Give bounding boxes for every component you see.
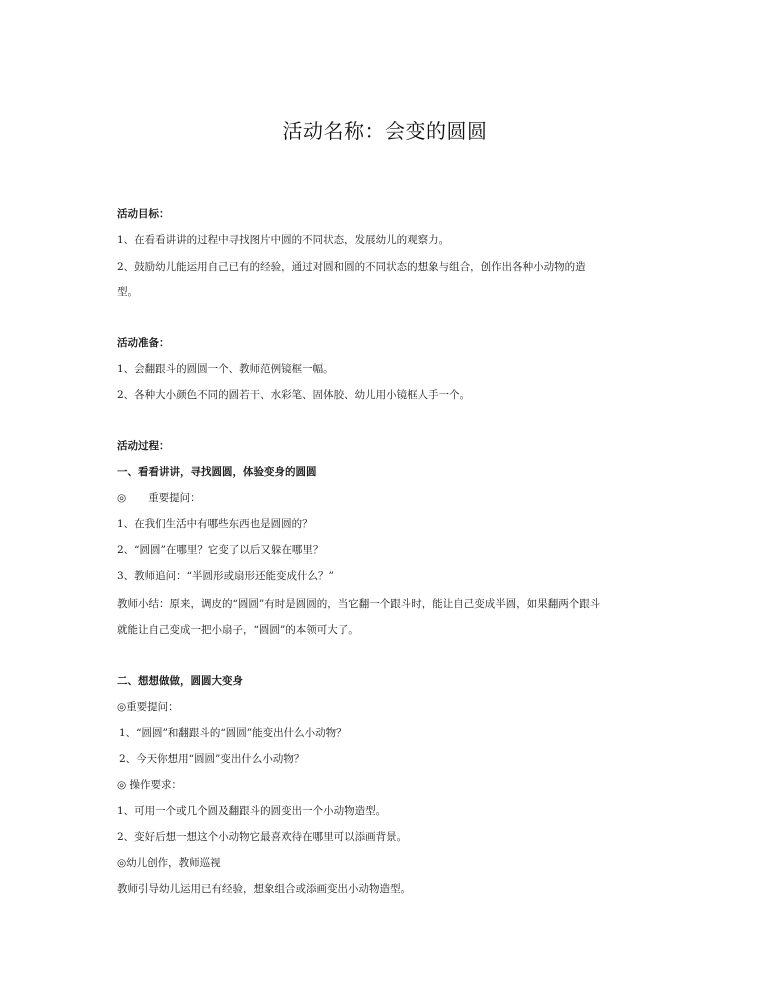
key-question-label: 重要提问：: [148, 492, 201, 504]
part2-op-requirement: ◎ 操作要求：: [117, 779, 182, 791]
part2-q-item-2: 2、今天你想用“圆圆”变出什么小动物？: [119, 753, 305, 765]
part1-item-3: 3、教师追问：“半圆形或扇形还能变成什么？”: [117, 570, 334, 582]
goal-item-1: 1、在看看讲讲的过程中寻找图片中圆的不同状态，发展幼儿的观察力。: [117, 234, 450, 246]
page-title: 活动名称：会变的圆圆: [282, 119, 488, 143]
part2-op-item-1: 1、可用一个或几个圆及翻跟斗的圆变出一个小动物造型。: [117, 805, 387, 817]
part2-key-question: ◎重要提问：: [117, 701, 179, 713]
goals-heading: 活动目标：: [117, 208, 170, 220]
part1-summary-2: 就能让自己变成一把小扇子，“圆圆”的本领可大了。: [117, 624, 359, 636]
bullet-symbol: ◎: [117, 492, 127, 504]
part2-guide: 教师引导幼儿运用已有经验，想象组合或添画变出小动物造型。: [117, 883, 411, 895]
process-heading: 活动过程：: [117, 440, 170, 452]
part1-key-question: [117, 490, 662, 506]
part2-op-item-2: 2、变好后想一想这个小动物它最喜欢待在哪里可以添画背景。: [117, 831, 408, 843]
part1-item-1: 1、在我们生活中有哪些东西也是圆圆的？: [117, 518, 313, 530]
part2-heading: 二、想想做做，圆圆大变身: [117, 675, 243, 687]
goal-item-2: 2、鼓励幼儿能运用自己已有的经验，通过对圆和圆的不同状态的想象与组合，创作出各种小动物的造: [117, 261, 586, 273]
part1-heading: 一、看看讲讲，寻找圆圆，体验变身的圆圆: [117, 466, 317, 478]
prep-heading: 活动准备：: [117, 337, 170, 349]
part2-q-item-1: 1、“圆圆”和翻跟斗的“圆圆”能变出什么小动物？: [119, 727, 347, 739]
part2-create: ◎幼儿创作，教师巡视: [117, 857, 221, 869]
goal-item-2-cont: 型。: [117, 286, 138, 298]
part1-item-2: 2、“圆圆”在哪里？它变了以后又躲在哪里？: [117, 544, 324, 556]
prep-item-2: 2、各种大小颜色不同的圆若干、水彩笔、固体胶、幼儿用小镜框人手一个。: [117, 389, 471, 401]
prep-item-1: 1、会翻跟斗的圆圆一个、教师范例镜框一幅。: [117, 363, 334, 375]
part1-summary-1: 教师小结：原来，调皮的“圆圆”有时是圆圆的，当它翻一个跟斗时，能让自己变成半圆，如果翻两个跟斗: [117, 598, 601, 610]
